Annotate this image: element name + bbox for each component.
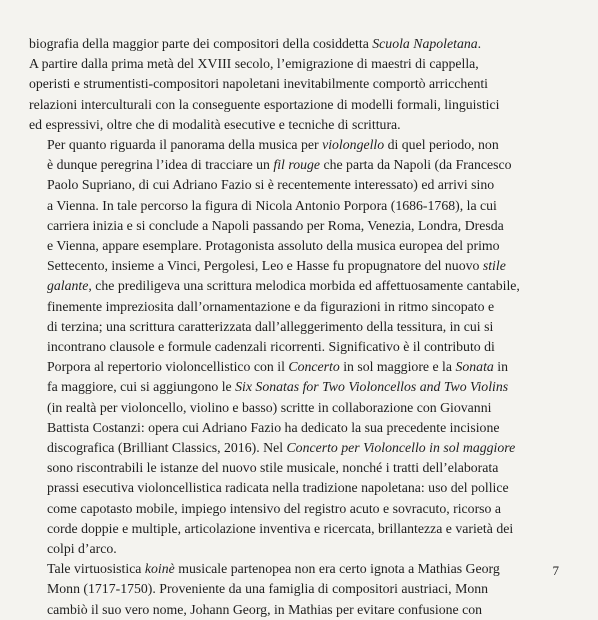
text-run: carriera inizia e si conclude a Napoli passando per Roma, Venezia, Londra, Dresda: [47, 217, 504, 233]
text-run: e Vienna, appare esemplare. Protagonista assoluto della musica europea del primo: [47, 238, 500, 254]
text-run: cambiò il suo vero nome, Johann Georg, in Mathias per evitare confusione con: [47, 601, 482, 617]
text-run: come capotasto mobile, impiego intensivo del registro acuto e sovracuto, ricorso a: [47, 500, 502, 516]
text-line: [29, 539, 549, 559]
text-line: [29, 297, 549, 317]
text-line: [29, 418, 549, 438]
italic-text: koinè: [144, 561, 175, 577]
paragraph: [29, 34, 549, 135]
text-line: [29, 337, 549, 357]
text-run: Porpora al repertorio violoncellistico con il: [47, 359, 289, 375]
text-line: [29, 95, 549, 115]
text-run: A partire dalla prima metà del XVIII secolo, l’emigrazione di maestri di cappella,: [29, 56, 479, 72]
text-line: [29, 196, 549, 216]
italic-text: Concerto: [288, 359, 340, 375]
text-run: (in realtà per violoncello, violino e basso) scritte in collaborazione con Giovanni: [47, 399, 492, 415]
text-line: [29, 276, 549, 296]
text-line: [29, 438, 549, 458]
text-run: Tale virtuosistica: [47, 561, 145, 577]
text-run: Per quanto riguarda il panorama della musica per: [47, 137, 323, 153]
text-run: Monn (1717-1750). Proveniente da una famiglia di compositori austriaci, Monn: [47, 581, 489, 597]
text-line: [29, 377, 549, 397]
text-run: ed espressivi, oltre che di modalità esecutive e tecniche di scrittura.: [29, 116, 401, 132]
text-run: a Vienna. In tale percorso la figura di Nicola Antonio Porpora (1686-1768), la cui: [47, 197, 497, 213]
text-run: discografica (Brilliant Classics, 2016). Nel: [47, 440, 287, 456]
text-line: [29, 256, 549, 276]
text-run: relazioni interculturali con la conseguente esportazione di modelli formali, linguistici: [29, 96, 500, 112]
text-run: incontrano clausole e formule cadenzali ricorrenti. Significativo è il contributo di: [47, 339, 495, 355]
text-line: [29, 458, 549, 478]
italic-text: galante: [47, 278, 89, 294]
text-run: fa maggiore, cui si aggiungono le: [47, 379, 236, 395]
italic-text: stile: [482, 258, 506, 274]
text-line: [29, 398, 549, 418]
text-run: in: [493, 359, 508, 375]
text-line: [29, 34, 549, 54]
text-line: [29, 579, 549, 599]
text-run: di quel periodo, non: [384, 137, 499, 153]
text-line: [29, 317, 549, 337]
body-text: [29, 34, 549, 620]
text-line: [29, 135, 549, 155]
text-run: biografia della maggior parte dei compositori della cosiddetta: [29, 36, 373, 51]
italic-text: Concerto per Violoncello in sol maggiore: [286, 440, 516, 456]
text-line: [29, 236, 549, 256]
text-run: .: [477, 36, 482, 51]
text-run: è dunque peregrina l’idea di tracciare un: [47, 157, 274, 173]
text-line: [29, 499, 549, 519]
text-run: che parta da Napoli (da Francesco: [320, 157, 512, 173]
text-run: musicale partenopea non era certo ignota a Mathias Georg: [174, 561, 500, 577]
text-run: finemente impreziosita dall’ornamentazione e da figurazioni in ritmo sincopato e: [47, 298, 495, 314]
page-number: 7: [552, 563, 559, 578]
text-line: [29, 357, 549, 377]
italic-text: Six Sonatas for Two Violoncellos and Two Violins: [235, 379, 509, 395]
text-line: [29, 175, 549, 195]
text-run: prassi esecutiva violoncellistica radicata nella tradizione napoletana: uso del pollice: [47, 480, 509, 496]
paragraph: [29, 135, 549, 559]
text-run: Battista Costanzi: opera cui Adriano Fazio ha dedicato la sua precedente incisione: [47, 419, 500, 435]
paragraph: [29, 559, 549, 620]
text-line: [29, 519, 549, 539]
text-run: colpi d’arco.: [47, 541, 117, 557]
text-run: operisti e strumentisti-compositori napoletani inevitabilmente comportò arricchenti: [29, 76, 489, 92]
text-line: [29, 216, 549, 236]
text-line: [29, 115, 549, 135]
text-run: di terzina; una scrittura caratterizzata dall’alleggerimento della tessitura, in cui si: [47, 318, 494, 334]
italic-text: Scuola Napoletana: [372, 36, 478, 51]
text-line: [29, 559, 549, 579]
text-run: in sol maggiore e la: [339, 359, 456, 375]
text-line: [29, 600, 549, 620]
text-run: corde doppie e multiple, articolazione inventiva e ricercata, brillantezza e varietà dei: [47, 520, 514, 536]
text-run: Paolo Supriano, di cui Adriano Fazio si è recentemente interessato) ed arrivi sino: [47, 177, 495, 193]
text-line: [29, 478, 549, 498]
italic-text: Sonata: [455, 359, 494, 375]
text-line: [29, 54, 549, 74]
text-run: , che prediligeva una scrittura melodica morbida ed affettuosamente cantabile,: [88, 278, 520, 294]
text-run: sono riscontrabili le istanze del nuovo stile musicale, nonché i tratti dell’elaborata: [47, 460, 499, 476]
text-run: Settecento, insieme a Vinci, Pergolesi, Leo e Hasse fu propugnatore del nuovo: [47, 258, 483, 274]
italic-text: violongello: [322, 137, 385, 153]
text-line: [29, 155, 549, 175]
text-line: [29, 74, 549, 94]
italic-text: fil rouge: [273, 157, 321, 173]
